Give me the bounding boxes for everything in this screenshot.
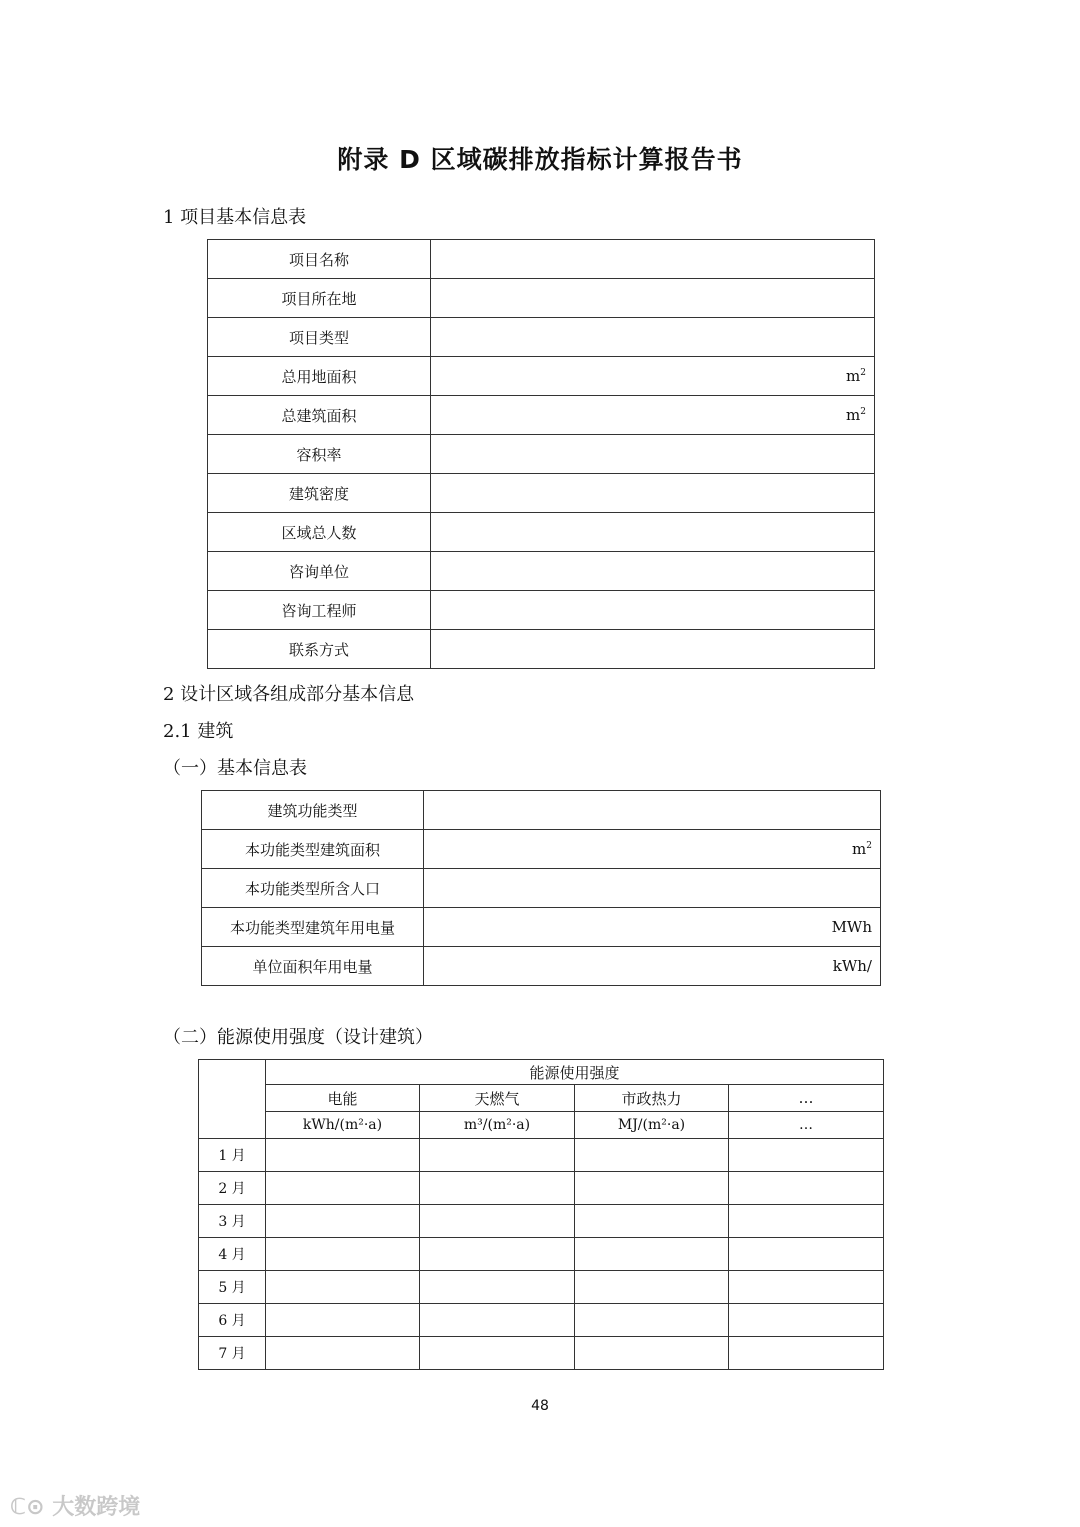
watermark-text: 大数跨境 xyxy=(52,1495,141,1520)
unit-label: m xyxy=(852,840,867,858)
basic-label: 本功能类型建筑年用电量 xyxy=(202,908,424,947)
energy-value-cell[interactable] xyxy=(575,1304,729,1337)
watermark-icon: ℂ⊙ xyxy=(10,1495,53,1520)
watermark-logo xyxy=(10,1490,140,1521)
info-value-cell[interactable] xyxy=(431,474,875,513)
energy-value-cell[interactable] xyxy=(266,1139,420,1172)
unit-superscript: 2 xyxy=(866,841,872,851)
energy-value-cell[interactable] xyxy=(420,1172,575,1205)
info-label: 总用地面积 xyxy=(208,357,431,396)
month-label: 6 月 xyxy=(199,1304,266,1337)
energy-column-unit: m³/(m²·a) xyxy=(420,1112,575,1139)
info-label: 建筑密度 xyxy=(208,474,431,513)
energy-value-cell[interactable] xyxy=(575,1271,729,1304)
info-row xyxy=(208,591,875,630)
info-value-cell[interactable] xyxy=(431,396,875,435)
info-label: 咨询单位 xyxy=(208,552,431,591)
basic-label: 本功能类型所含人口 xyxy=(202,869,424,908)
energy-value-cell[interactable] xyxy=(729,1238,884,1271)
month-label: 2 月 xyxy=(199,1172,266,1205)
info-label: 项目类型 xyxy=(208,318,431,357)
month-row xyxy=(199,1304,884,1337)
basic-value-cell[interactable] xyxy=(424,869,881,908)
month-label: 4 月 xyxy=(199,1238,266,1271)
energy-value-cell[interactable] xyxy=(266,1271,420,1304)
unit-label: MWh xyxy=(831,918,872,936)
info-label: 容积率 xyxy=(208,435,431,474)
unit-label: m xyxy=(846,367,861,385)
basic-value-cell[interactable] xyxy=(424,947,881,986)
basic-row xyxy=(202,830,881,869)
basic-label: 本功能类型建筑面积 xyxy=(202,830,424,869)
info-value-cell[interactable] xyxy=(431,630,875,669)
month-row xyxy=(199,1337,884,1370)
info-row xyxy=(208,357,875,396)
info-row xyxy=(208,513,875,552)
energy-value-cell[interactable] xyxy=(729,1172,884,1205)
energy-column-unit: … xyxy=(729,1112,884,1139)
info-value-cell[interactable] xyxy=(431,318,875,357)
info-row xyxy=(208,474,875,513)
basic-label: 建筑功能类型 xyxy=(202,791,424,830)
energy-value-cell[interactable] xyxy=(420,1139,575,1172)
info-value-cell[interactable] xyxy=(431,552,875,591)
month-label: 5 月 xyxy=(199,1271,266,1304)
month-row xyxy=(199,1238,884,1271)
month-label: 3 月 xyxy=(199,1205,266,1238)
energy-value-cell[interactable] xyxy=(575,1172,729,1205)
energy-value-cell[interactable] xyxy=(266,1304,420,1337)
basic-row xyxy=(202,908,881,947)
energy-value-cell[interactable] xyxy=(420,1238,575,1271)
page-number: 48 xyxy=(531,1398,549,1414)
energy-value-cell[interactable] xyxy=(575,1139,729,1172)
month-label: 7 月 xyxy=(199,1337,266,1370)
basic-row xyxy=(202,791,881,830)
energy-value-cell[interactable] xyxy=(266,1172,420,1205)
basic-value-cell[interactable] xyxy=(424,830,881,869)
info-value-cell[interactable] xyxy=(431,513,875,552)
basic-value-cell[interactable] xyxy=(424,908,881,947)
building-basic-table xyxy=(201,790,881,986)
energy-value-cell[interactable] xyxy=(420,1205,575,1238)
info-row xyxy=(208,552,875,591)
month-row xyxy=(199,1172,884,1205)
energy-column-unit: kWh/(m²·a) xyxy=(266,1112,420,1139)
info-row xyxy=(208,318,875,357)
corner-cell xyxy=(199,1060,266,1139)
energy-value-cell[interactable] xyxy=(729,1139,884,1172)
group-header: 能源使用强度 xyxy=(266,1060,884,1085)
month-row xyxy=(199,1139,884,1172)
basic-value-cell[interactable] xyxy=(424,791,881,830)
energy-intensity-table xyxy=(198,1059,884,1370)
energy-value-cell[interactable] xyxy=(729,1337,884,1370)
info-label: 总建筑面积 xyxy=(208,396,431,435)
info-row xyxy=(208,396,875,435)
info-label: 咨询工程师 xyxy=(208,591,431,630)
unit-label: m xyxy=(846,406,861,424)
section2-heading: 2 设计区域各组成部分基本信息 xyxy=(163,684,415,705)
energy-heading: （二）能源使用强度（设计建筑） xyxy=(163,1027,433,1048)
month-label: 1 月 xyxy=(199,1139,266,1172)
subsection-heading: 2.1 建筑 xyxy=(163,721,234,742)
energy-value-cell[interactable] xyxy=(729,1271,884,1304)
info-row xyxy=(208,435,875,474)
energy-column-name: 电能 xyxy=(266,1085,420,1112)
energy-value-cell[interactable] xyxy=(420,1304,575,1337)
energy-value-cell[interactable] xyxy=(266,1238,420,1271)
basic-label: 单位面积年用电量 xyxy=(202,947,424,986)
energy-value-cell[interactable] xyxy=(420,1337,575,1370)
basic-info-heading: （一）基本信息表 xyxy=(163,758,307,779)
unit-superscript: 2 xyxy=(860,368,866,378)
energy-column-name: 市政热力 xyxy=(575,1085,729,1112)
energy-value-cell[interactable] xyxy=(575,1238,729,1271)
energy-column-name: … xyxy=(729,1085,884,1112)
info-row xyxy=(208,279,875,318)
month-row xyxy=(199,1205,884,1238)
energy-value-cell[interactable] xyxy=(266,1337,420,1370)
basic-row xyxy=(202,869,881,908)
month-row xyxy=(199,1271,884,1304)
project-info-table xyxy=(207,239,875,669)
info-row xyxy=(208,240,875,279)
info-label: 项目所在地 xyxy=(208,279,431,318)
basic-row xyxy=(202,947,881,986)
info-label: 联系方式 xyxy=(208,630,431,669)
info-value-cell[interactable] xyxy=(431,279,875,318)
unit-superscript: 2 xyxy=(860,407,866,417)
energy-value-cell[interactable] xyxy=(729,1304,884,1337)
energy-value-cell[interactable] xyxy=(575,1205,729,1238)
info-label: 区域总人数 xyxy=(208,513,431,552)
info-value-cell[interactable] xyxy=(431,435,875,474)
energy-value-cell[interactable] xyxy=(266,1205,420,1238)
info-value-cell[interactable] xyxy=(431,591,875,630)
info-label: 项目名称 xyxy=(208,240,431,279)
energy-column-unit: MJ/(m²·a) xyxy=(575,1112,729,1139)
info-row xyxy=(208,630,875,669)
section1-heading: 1 项目基本信息表 xyxy=(163,207,307,228)
info-value-cell[interactable] xyxy=(431,357,875,396)
energy-value-cell[interactable] xyxy=(729,1205,884,1238)
energy-value-cell[interactable] xyxy=(575,1337,729,1370)
info-value-cell[interactable] xyxy=(431,240,875,279)
page-title: 附录 D 区域碳排放指标计算报告书 xyxy=(337,145,743,174)
energy-column-name: 天燃气 xyxy=(420,1085,575,1112)
energy-value-cell[interactable] xyxy=(420,1271,575,1304)
unit-label: kWh/ xyxy=(832,957,872,975)
